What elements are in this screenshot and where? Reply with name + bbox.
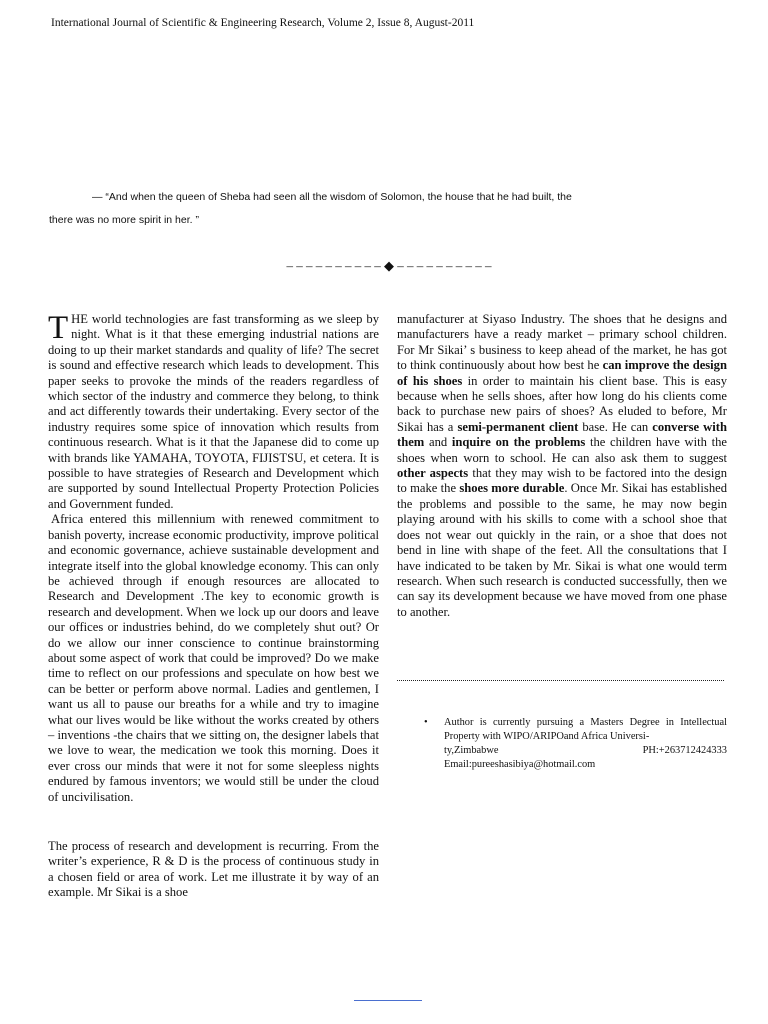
emphasis: converse with them (397, 419, 727, 450)
bullet-icon: • (424, 717, 428, 728)
intro-paragraph (48, 312, 379, 512)
journal-header: International Journal of Scientific & Engineering Research, Volume 2, Issue 8, August-2011 (51, 17, 475, 29)
author-footnote (424, 716, 727, 772)
example-paragraph (397, 312, 727, 620)
emphasis: inquire on the problems (451, 435, 586, 450)
section-separator: – – – – – – – – – – ◆ – – – – – – – – – – (286, 258, 492, 273)
process-paragraph: The process of research and development is recurring. From the writer’s experience, R & D is the process of continuous study in a chosen field or area of work. Let me illustrate it by way of an example. Mr Sikai is a shoe (48, 839, 379, 900)
africa-paragraph: Africa entered this millennium with renewed commitment to banish poverty, increase economic productivity, improve political and economic governance, achieve sustainable development and integrate itself into the global knowledge economy. This can only be achieved through if enough resources are allocated to Research and Development .The key to economic growth is research and development. When we lock up our doors and leave our offices or industries behind, do we completely shut out? Or do we allow our inner conscience to continue brainstorming about some aspect of work that could be improved? Do we make time to reflect on our professions and speculate on how best we can be better or perform above normal. Ladies and gentlemen, I want us all to pause our breaths for a while and try to imagine what our lives would be like without the works created by others – inventions -the chairs that we sitting on, the designer labels that we love to wear, the medication we took this morning. Does it ever cross our minds that were it not for some sleepless nights endured by famous inventors; we would still be under the cloud of uncivilisation. (48, 512, 379, 804)
footnote-email: Email:pureeshasibiya@hotmail.com (444, 759, 596, 770)
paragraph-gap (48, 805, 379, 839)
footnote-text (444, 716, 727, 772)
intro-text: HE world technologies are fast transforming as we sleep by night. What is it that these emerging industrial nations are doing to up their market standards and quality of life? The secret is sound and effective research which leads to development. This paper seeks to provoke the minds of the readers regardless of which sector of the industry and commerce they belong, to think and act differently towards their undertaking. Every sector of the industry requires some spice of innovation which results from continuous research. What is it that the Japanese did to come up with brands like YAMAHA, TOYOTA, FIJISTSU, et cetera. It is possible to have strategies of Research and Development which are supported by sound Intellectual Property Protection Policies and Government funded. (48, 312, 379, 511)
drop-cap: T (48, 310, 69, 346)
text-run: base. He can (578, 419, 653, 434)
footnote-contact-row (444, 744, 727, 758)
left-column (48, 312, 379, 901)
right-column (397, 312, 727, 620)
footnote-divider (397, 674, 724, 681)
text-run: and (424, 435, 452, 450)
footnote-line-1: Author is currently pursuing a Masters Degree in Intellectual Property with WIPO/ARIPOand Africa Universi- (444, 717, 727, 742)
text-run: . Once Mr. Sikai has established the problems and possible to the same, he may now begin playing around with his skills to come with a school shoe that does not wear out quickly in the rain, or a shoe that does not bend in line with shape of the feet. All the consultations that I have indicated to be taken by Mr. Sikai is what one would term research. When such research is conducted successfully, then we can say its development because we have moved from one phase to another. (397, 481, 727, 619)
emphasis: can improve the design of his shoes (397, 358, 727, 388)
text-run: in order to maintain his client base. This is easy because when he sells shoes, after how long do his clients come back to purchase new pairs of shoes? As eluded to before, Mr Sikai has a (397, 373, 727, 434)
footnote-city: ty,Zimbabwe (444, 745, 499, 756)
emphasis: other aspects (397, 466, 469, 481)
epigraph-line-1: — “And when the queen of Sheba had seen all the wisdom of Solomon, the house that he had built, the (92, 191, 572, 203)
epigraph-line-2: there was no more spirit in her. ” (49, 214, 199, 226)
text-run: the children have with the shoes when worn to school. He can also ask them to suggest (397, 435, 727, 465)
emphasis: shoes more durable (459, 481, 565, 496)
page-footer-line (354, 1000, 422, 1001)
footnote-phone: PH:+263712424333 (642, 745, 727, 756)
emphasis: semi-permanent client (457, 419, 579, 434)
text-run: manufacturer at Siyaso Industry. The shoes that he designs and manufacturers have a ready market – primary school children. For Mr Sikai’ s business to keep ahead of the market, he has got to think continuously about how best he (397, 312, 727, 373)
text-run: that they may wish to be factored into the design to make the (397, 466, 727, 496)
